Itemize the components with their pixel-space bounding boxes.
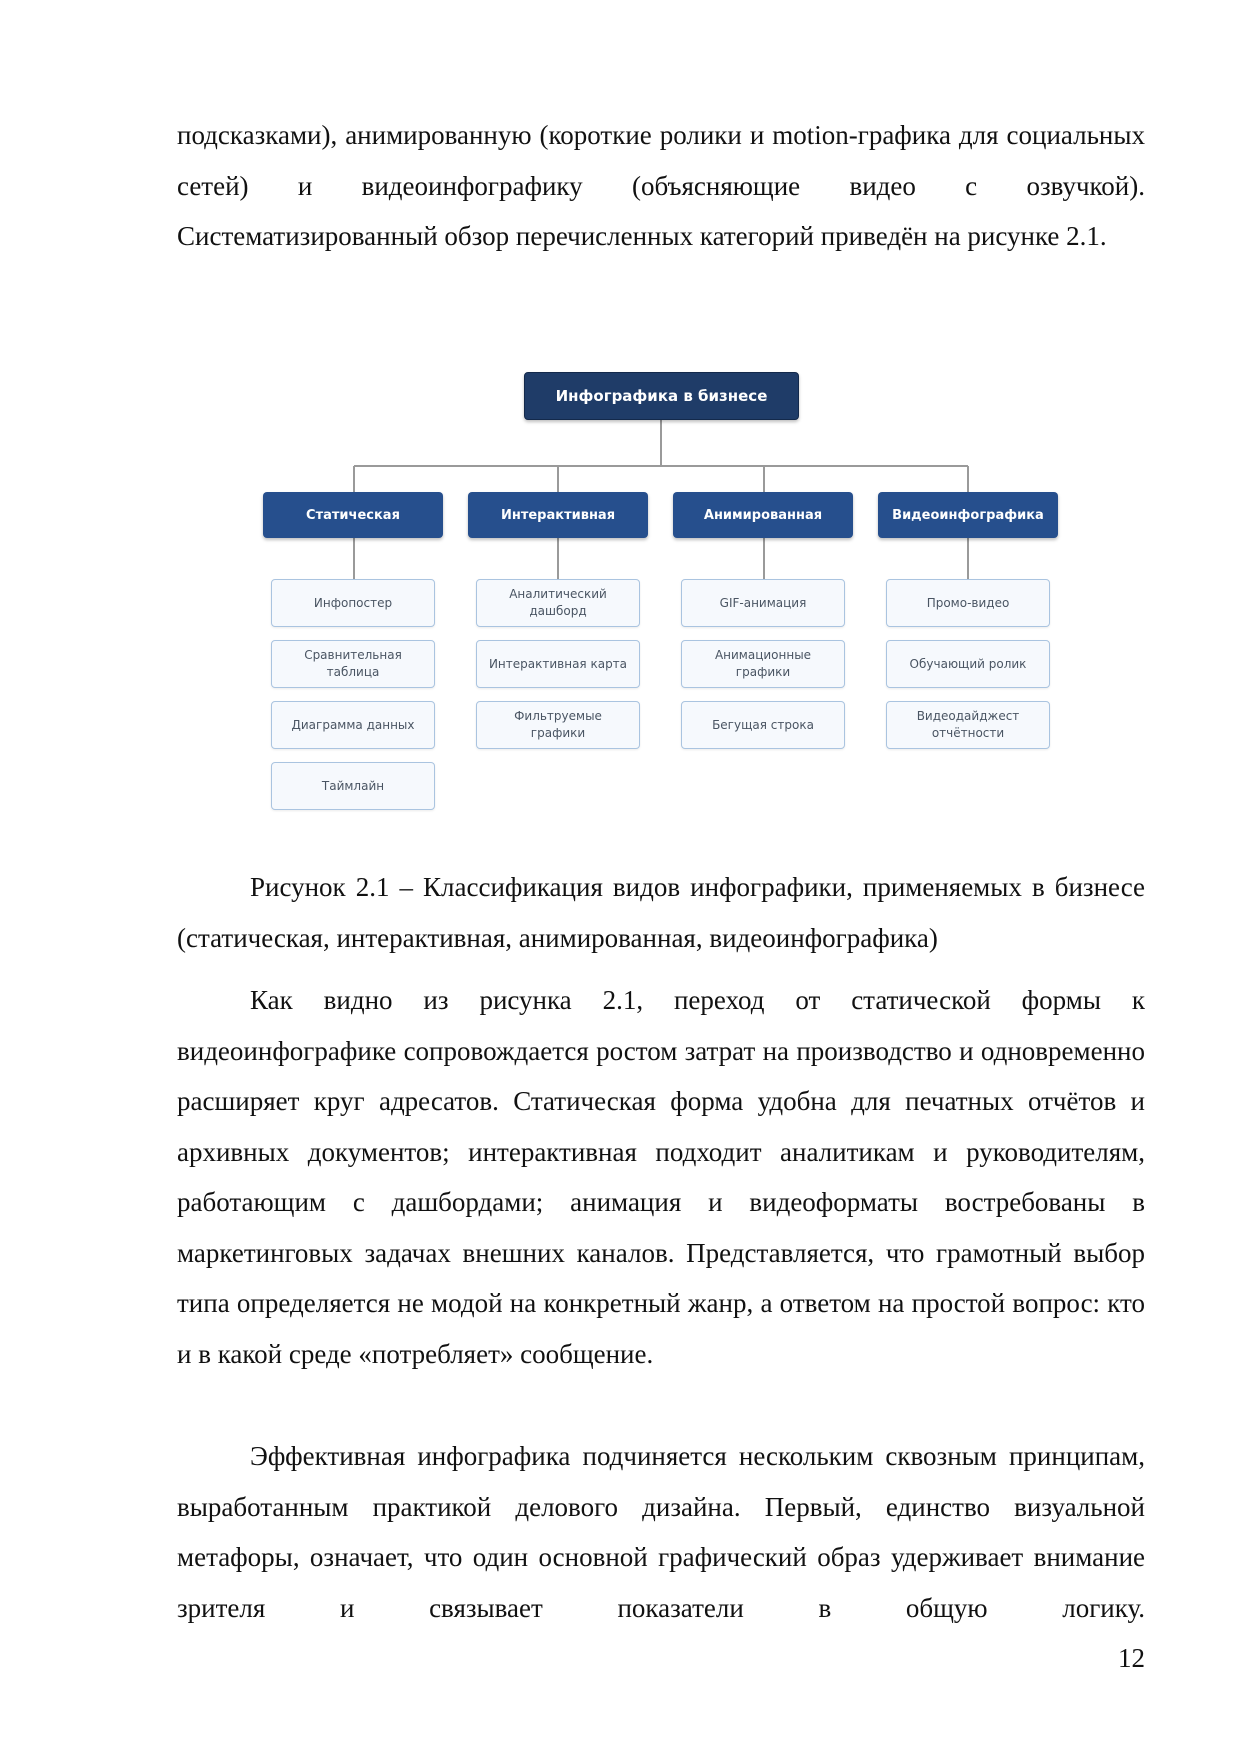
category-node-static: Статическая (263, 492, 443, 538)
leaf-node: Видеодайджест отчётности (886, 701, 1050, 749)
leaf-node: Обучающий ролик (886, 640, 1050, 688)
leaf-node: GIF-анимация (681, 579, 845, 627)
leaf-node: Диаграмма данных (271, 701, 435, 749)
intro-paragraph: подсказками), анимированную (короткие ролики и motion-графика для социальных сетей) и видеоинфографику (объясняющие видео с озвучкой). Систематизированный обзор перечисленных категорий приведён на рисунке 2.1. (177, 120, 1145, 251)
leaf-node: Интерактивная карта (476, 640, 640, 688)
leaf-node: Аналитический дашборд (476, 579, 640, 627)
leaf-node: Таймлайн (271, 762, 435, 810)
leaf-node: Бегущая строка (681, 701, 845, 749)
figure-caption: Рисунок 2.1 – Классификация видов инфографики, применяемых в бизнесе (статическая, интерактивная, анимированная, видеоинфографика) (177, 872, 1145, 953)
category-node-video: Видеоинфографика (878, 492, 1058, 538)
leaf-node: Инфопостер (271, 579, 435, 627)
category-node-animated: Анимированная (673, 492, 853, 538)
leaf-node: Сравнительная таблица (271, 640, 435, 688)
principles-paragraph: Эффективная инфографика подчиняется нескольким сквозным принципам, выработанным практикой делового дизайна. Первый, единство визуальной метафоры, означает, что один основной графический образ удерживает внимание зрителя и связывает показатели в общую логику. (177, 1441, 1145, 1623)
leaf-node: Анимационные графики (681, 640, 845, 688)
analysis-paragraph: Как видно из рисунка 2.1, переход от статической формы к видеоинфографике сопровождается ростом затрат на производство и одновременно расширяет круг адресатов. Статическая форма удобна для печатных отчётов и архивных документов; интерактивная подходит аналитикам и руководителям, работающим с дашбордами; анимация и видеоформаты востребованы в маркетинговых задачах внешних каналов. Представляется, что грамотный выбор типа определяется не модой на конкретный жанр, а ответом на простой вопрос: кто и в какой среде «потребляет» сообщение. (177, 985, 1145, 1369)
leaf-node: Фильтруемые графики (476, 701, 640, 749)
page-number: 12 (1118, 1643, 1145, 1673)
leaf-node: Промо-видео (886, 579, 1050, 627)
diagram-root-node: Инфографика в бизнесе (524, 372, 799, 420)
category-node-interactive: Интерактивная (468, 492, 648, 538)
